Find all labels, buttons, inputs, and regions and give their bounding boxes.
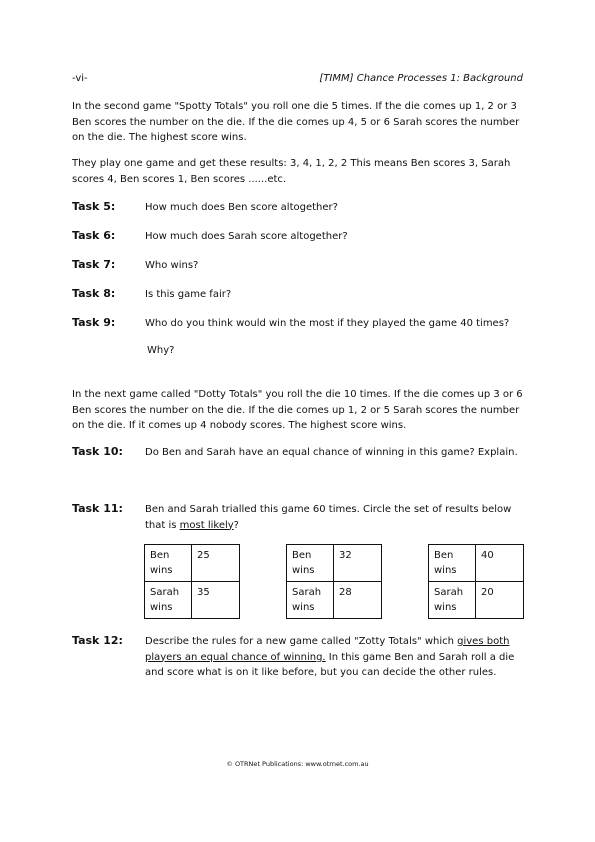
task-6-label: Task 6: xyxy=(72,229,116,242)
sarah-label-cell: Sarah wins xyxy=(287,582,334,619)
page-number: -vi- xyxy=(72,73,88,84)
table-row xyxy=(287,582,382,619)
task-9-text: Who do you think would win the most if they played the game 40 times? xyxy=(145,318,510,329)
task-7-text: Who wins? xyxy=(145,260,199,271)
running-header: [TIMM] Chance Processes 1: Background xyxy=(319,73,523,84)
task-5-text: How much does Ben score altogether? xyxy=(145,202,338,213)
task-7-label: Task 7: xyxy=(72,258,116,271)
sarah-score-cell: 28 xyxy=(334,582,382,619)
footer-copyright: © OTRNet Publications: www.otrnet.com.au xyxy=(226,760,369,768)
sarah-label-cell: Sarah wins xyxy=(145,582,192,619)
task-9-why: Why? xyxy=(147,345,175,356)
table-row xyxy=(145,545,240,582)
sarah-score-cell: 20 xyxy=(476,582,524,619)
task-9-label: Task 9: xyxy=(72,316,116,329)
task-10-label: Task 10: xyxy=(72,445,123,458)
sarah-label-cell: Sarah wins xyxy=(429,582,476,619)
task-12-emphasis: gives both players an equal chance of winning. xyxy=(145,636,510,663)
dotty-totals-description: In the next game called "Dotty Totals" you roll the die 10 times. If the die comes up 3 or 6 Ben scores the number on the die. If the die comes up 1, 2 or 5 Sarah scores the number on the die. If it comes up 4 nobody scores. The highest score wins. xyxy=(72,389,523,431)
table-row xyxy=(429,545,524,582)
task-11-label: Task 11: xyxy=(72,502,123,515)
task-10-text: Do Ben and Sarah have an equal chance of winning in this game? Explain. xyxy=(145,447,518,458)
task-8-text: Is this game fair? xyxy=(145,289,232,300)
spotty-totals-description: In the second game "Spotty Totals" you roll one die 5 times. If the die comes up 1, 2 or 3 Ben scores the number on the die. If the die comes up 4, 5 or 6 Sarah scores the number on the die. The highest score wins. xyxy=(72,101,520,143)
task-12-text xyxy=(145,634,527,681)
task-5-label: Task 5: xyxy=(72,200,116,213)
results-table-c[interactable] xyxy=(428,544,524,619)
sarah-score-cell: 35 xyxy=(192,582,240,619)
task-12-label: Task 12: xyxy=(72,634,123,647)
task-11-end: ? xyxy=(233,519,239,531)
ben-score-cell: 40 xyxy=(476,545,524,582)
ben-label-cell: Ben wins xyxy=(145,545,192,582)
results-table-a[interactable] xyxy=(144,544,240,619)
table-row xyxy=(145,582,240,619)
ben-score-cell: 32 xyxy=(334,545,382,582)
task-11-main: Ben and Sarah trialled this game 60 times. Circle the set of results below that is xyxy=(145,504,512,531)
task-11-text xyxy=(145,502,523,533)
task-6-text: How much does Sarah score altogether? xyxy=(145,231,348,242)
table-row xyxy=(287,545,382,582)
table-row xyxy=(429,582,524,619)
ben-score-cell: 25 xyxy=(192,545,240,582)
ben-label-cell: Ben wins xyxy=(287,545,334,582)
task-12-part-a: Describe the rules for a new game called "Zotty Totals" which xyxy=(145,636,458,647)
ben-label-cell: Ben wins xyxy=(429,545,476,582)
task-8-label: Task 8: xyxy=(72,287,116,300)
game-results-paragraph: They play one game and get these results: 3, 4, 1, 2, 2 This means Ben scores 3, Sarah scores 4, Ben scores 1, Ben scores ......etc. xyxy=(72,158,511,185)
results-table-b[interactable] xyxy=(286,544,382,619)
task-12-part-b: In this game Ben and Sarah roll a die and score what is on it like before, but you can decide the other rules. xyxy=(145,651,515,678)
task-11-emphasis: most likely xyxy=(179,519,234,531)
